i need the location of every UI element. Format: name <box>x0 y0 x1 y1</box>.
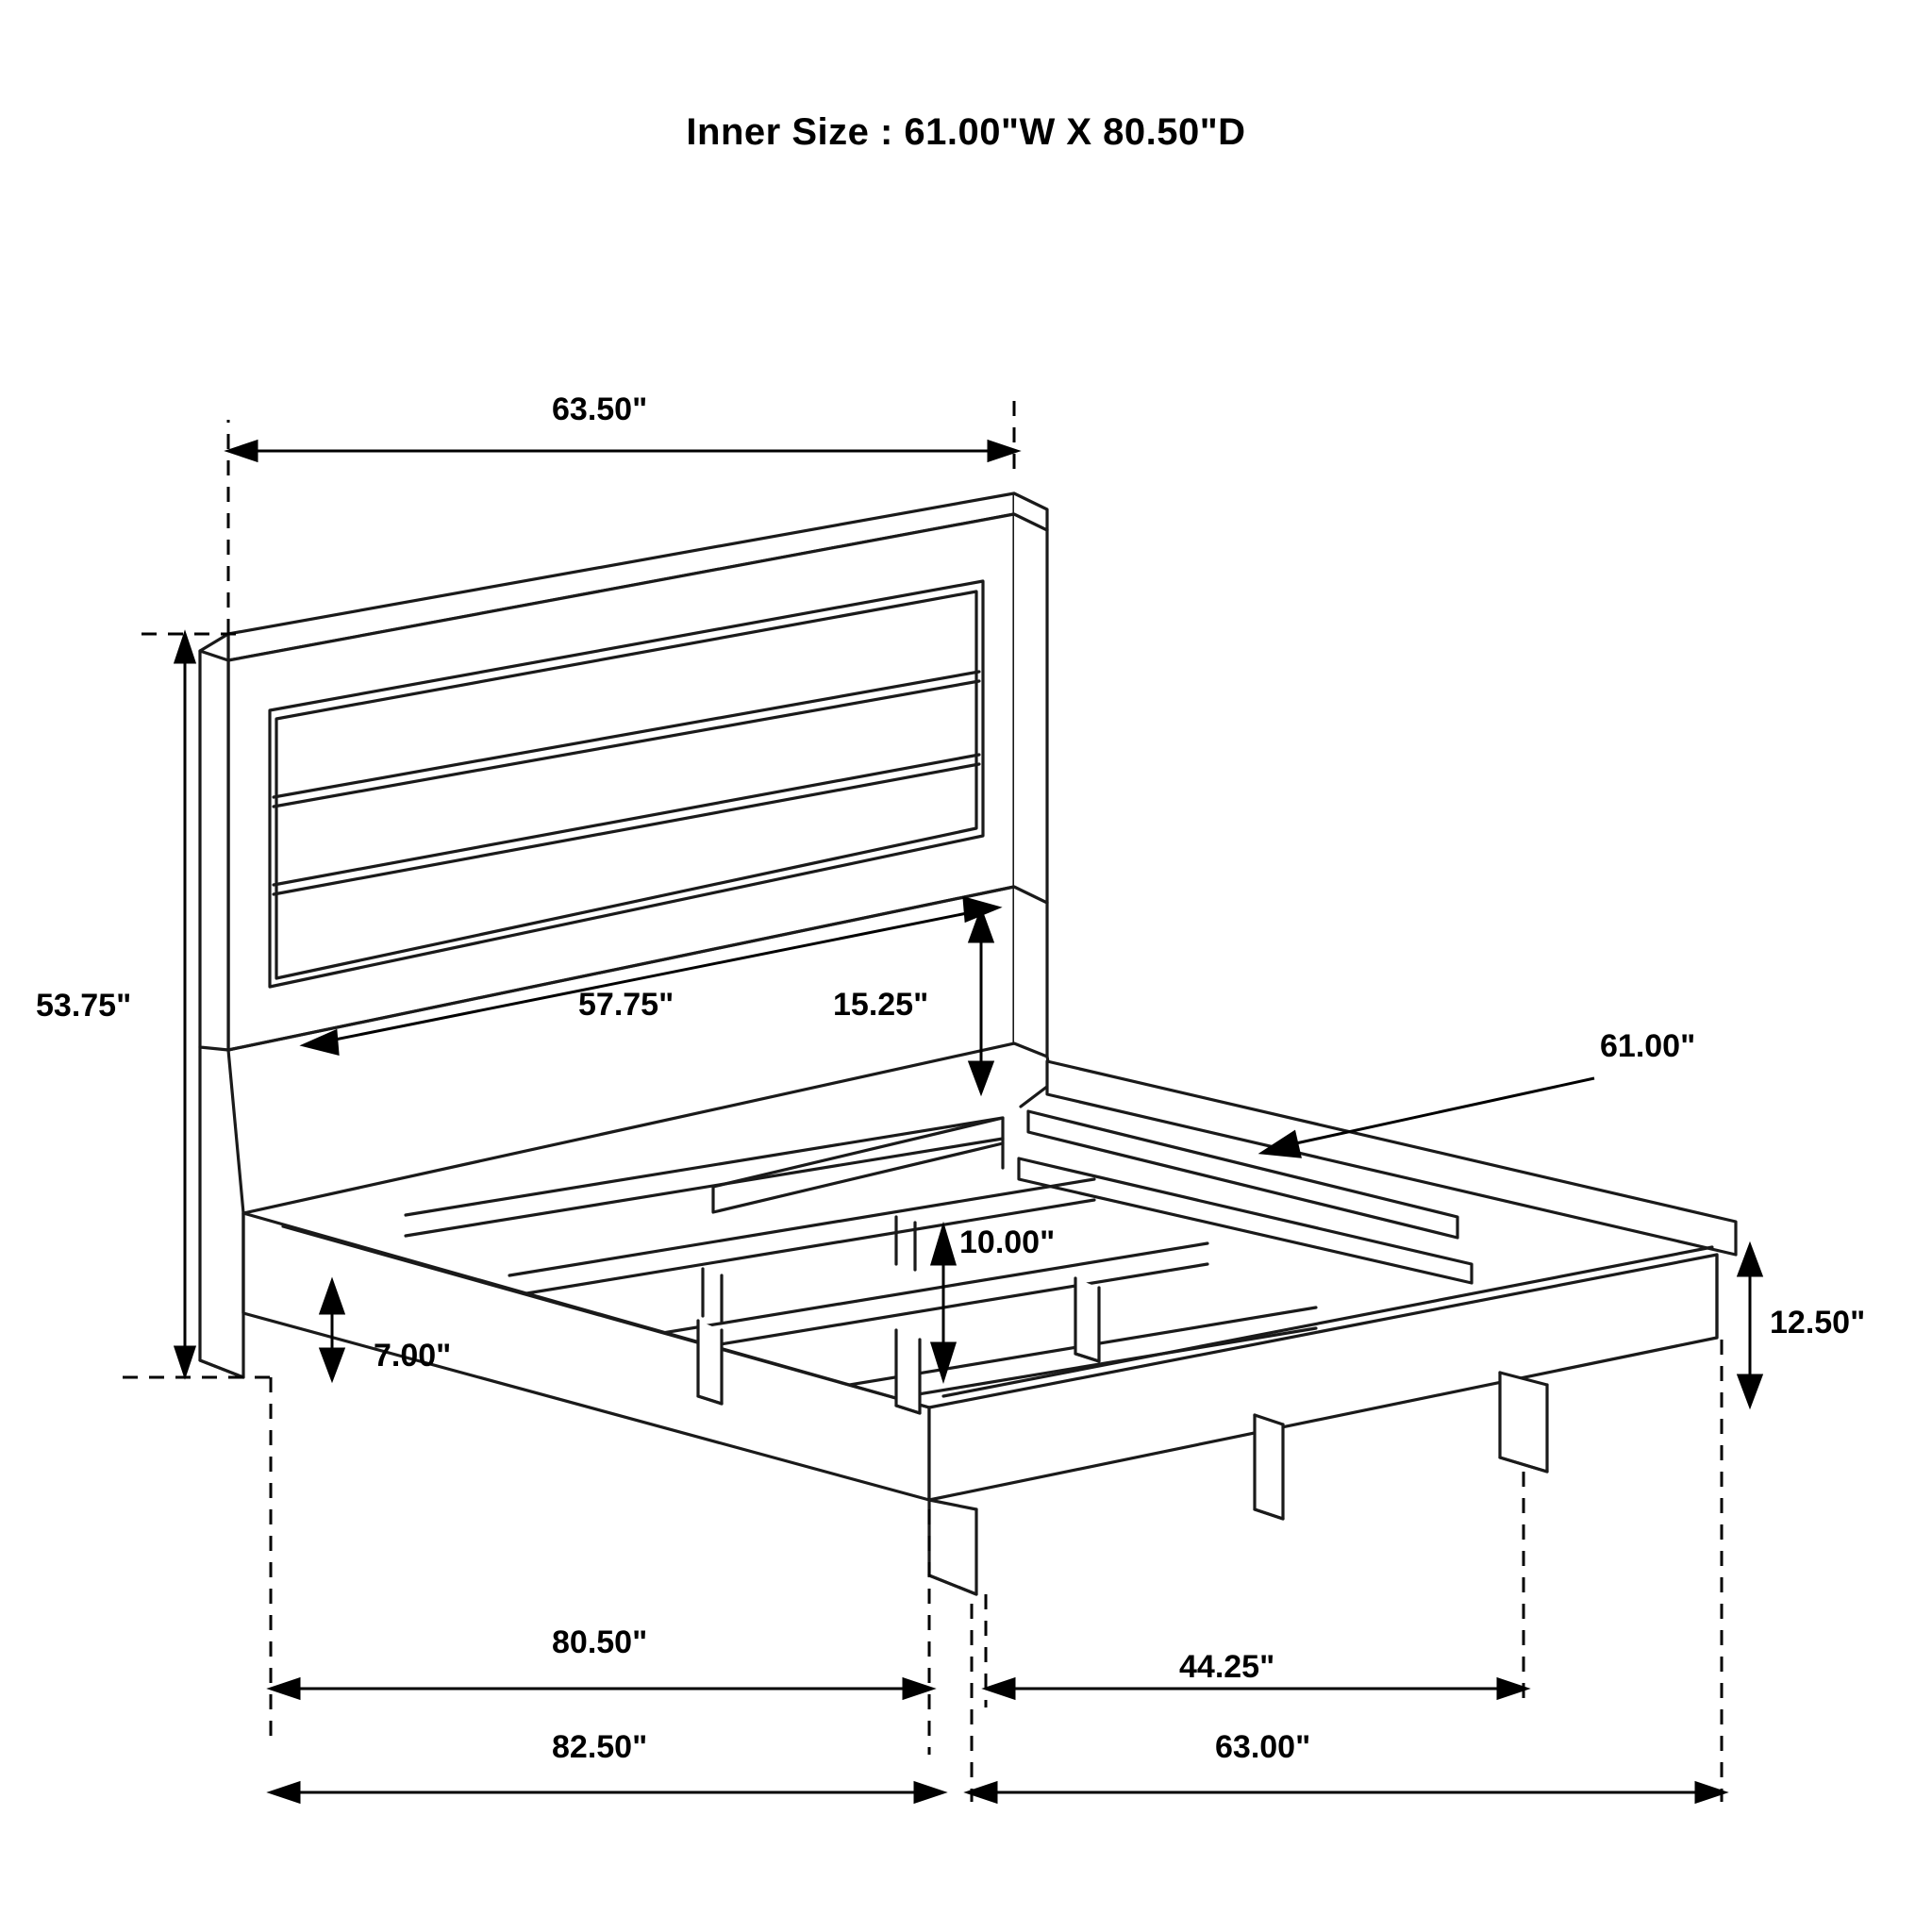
dimension-label-foot-leg-span: 44.25" <box>1179 1649 1275 1685</box>
dimension-label-foot-depth: 63.00" <box>1215 1729 1311 1765</box>
dimension-label-leg-height-left: 7.00" <box>374 1338 452 1374</box>
dimension-label-headboard-panel-width: 57.75" <box>578 987 675 1023</box>
dimension-label-headboard-to-rail: 15.25" <box>833 987 929 1023</box>
dimension-label-slat-clearance: 10.00" <box>959 1224 1056 1260</box>
dimension-label-overall-width-top: 63.50" <box>552 391 648 427</box>
dimension-label-side-rail-inner-width: 61.00" <box>1600 1028 1696 1064</box>
dimension-label-foot-rail-height-right: 12.50" <box>1770 1305 1866 1341</box>
dimension-label-inner-length: 80.50" <box>552 1624 648 1660</box>
dimension-label-overall-length: 82.50" <box>552 1729 648 1765</box>
page-title: Inner Size : 61.00"W X 80.50"D <box>686 111 1246 153</box>
dimension-label-overall-height-left: 53.75" <box>36 988 132 1024</box>
